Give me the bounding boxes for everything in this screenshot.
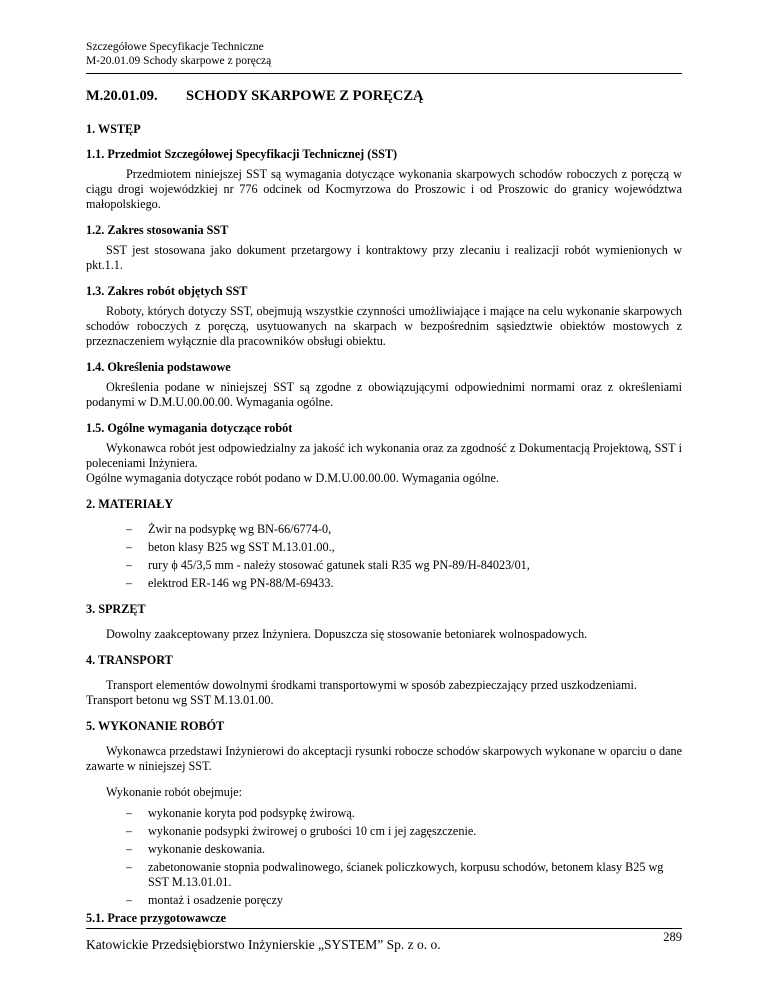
section-3-text: Dowolny zaakceptowany przez Inżyniera. Dopuszcza się stosowanie betoniarek wolnospadowych. <box>106 627 588 641</box>
section-4-text: Transport elementów dowolnymi środkami transportowymi w sposób zabezpieczający przed uszkodzeniami. <box>106 678 637 692</box>
list-item: – beton klasy B25 wg SST M.13.01.00., <box>126 540 335 554</box>
works-list <box>86 806 682 908</box>
section-3-heading: 3. SPRZĘT <box>86 602 146 616</box>
section-1-2-text: SST jest stosowana jako dokument przetargowy i kontraktowy przy zlecaniu i realizacji robót wymienionych w pkt.1.1. <box>86 243 682 272</box>
list-dash: – <box>126 860 133 874</box>
section-5-heading: 5. WYKONANIE ROBÓT <box>86 719 225 733</box>
list-item: – wykonanie deskowania. <box>126 842 266 856</box>
list-dash: – <box>126 576 133 590</box>
list-item: – elektrod ER-146 wg PN-88/M-69433. <box>126 576 334 590</box>
list-dash: – <box>126 893 133 907</box>
section-4-heading: 4. TRANSPORT <box>86 653 173 667</box>
list-item: – wykonanie podsypki żwirowej o grubości 10 cm i jej zagęszczenie. <box>126 824 477 838</box>
list-dash: – <box>126 806 133 820</box>
list-dash: – <box>126 558 133 572</box>
list-dash: – <box>126 824 133 838</box>
section-5-1-heading: 5.1. Prace przygotowawcze <box>86 911 227 925</box>
list-dash: – <box>126 522 133 536</box>
section-2-heading: 2. MATERIAŁY <box>86 497 174 511</box>
section-1-3-heading: 1.3. Zakres robót objętych SST <box>86 284 248 298</box>
section-1-5-heading: 1.5. Ogólne wymagania dotyczące robót <box>86 421 293 435</box>
list-item: – montaż i osadzenie poręczy <box>126 893 284 907</box>
section-1-1-text: Przedmiotem niniejszej SST są wymagania dotyczące wykonania skarpowych schodów roboczych z poręczą w ciągu drogi wojewódzkiej nr 776 odcinek od Kocmyrzowa do Proszowic i od Proszowic do granicy województwa małopolskiego. <box>86 167 682 211</box>
section-1-heading: 1. WSTĘP <box>86 122 141 136</box>
list-item: – rury ϕ 45/3,5 mm - należy stosować gatunek stali R35 wg PN-89/H-84023/01, <box>126 558 530 572</box>
list-item: – Żwir na podsypkę wg BN-66/6774-0, <box>126 522 332 536</box>
list-dash: – <box>126 842 133 856</box>
section-1-3-text: Roboty, których dotyczy SST, obejmują wszystkie czynności umożliwiające i mające na celu wykonanie skarpowych schodów roboczych z poręczą, usytuowanych na skarpach w bezpośrednim sąsiedztwie obiektów mostowych z przeznaczeniem wyłącznie dla pracowników obsługi obiektu. <box>86 304 682 348</box>
footer-company: Katowickie Przedsiębiorstwo Inżynierskie „SYSTEM” Sp. z o. o. <box>86 937 441 952</box>
list-item: – zabetonowanie stopnia podwalinowego, ścianek policzkowych, korpusu schodów, betonem klasy B25 wg SST M.13.01.01. <box>126 860 664 889</box>
document-title <box>86 88 686 105</box>
section-1-2-heading: 1.2. Zakres stosowania SST <box>86 223 229 237</box>
header-rule <box>86 73 682 74</box>
document-body <box>86 122 682 931</box>
header-line-1: Szczegółowe Specyfikacje Techniczne <box>86 41 264 53</box>
section-1-4-heading: 1.4. Określenia podstawowe <box>86 360 231 374</box>
section-1-1-heading: 1.1. Przedmiot Szczegółowej Specyfikacji Technicznej (SST) <box>86 147 398 161</box>
page-number: 289 <box>663 930 682 944</box>
section-1-5-text: Wykonawca robót jest odpowiedzialny za jakość ich wykonania oraz za zgodność z Dokumentacją Projektową, SST i poleceniami Inżyniera. <box>86 441 682 470</box>
materials-list <box>86 522 682 591</box>
section-5-text-2: Wykonanie robót obejmuje: <box>106 785 243 799</box>
spec-code: M.20.01.09. <box>86 88 158 104</box>
header-line-2: M-20.01.09 Schody skarpowe z poręczą <box>86 55 272 67</box>
section-1-4-text: Określenia podane w niniejszej SST są zgodne z obowiązującymi odpowiednimi normami oraz z określeniami podanymi w D.M.U.00.00.00. Wymagania ogólne. <box>86 380 682 409</box>
footer-rule <box>86 928 682 929</box>
section-5-text: Wykonawca przedstawi Inżynierowi do akceptacji rysunki robocze schodów skarpowych wykonane w oparciu o dane zawarte w niniejszej SST. <box>86 744 682 773</box>
section-1-5-text-2: Ogólne wymagania dotyczące robót podano w D.M.U.00.00.00. Wymagania ogólne. <box>86 471 499 485</box>
list-dash: – <box>126 540 133 554</box>
list-item: – wykonanie koryta pod podsypkę żwirową. <box>126 806 355 820</box>
spec-title: SCHODY SKARPOWE Z PORĘCZĄ <box>186 88 424 104</box>
running-header <box>86 40 271 68</box>
section-4-text-2: Transport betonu wg SST M.13.01.00. <box>86 693 274 707</box>
